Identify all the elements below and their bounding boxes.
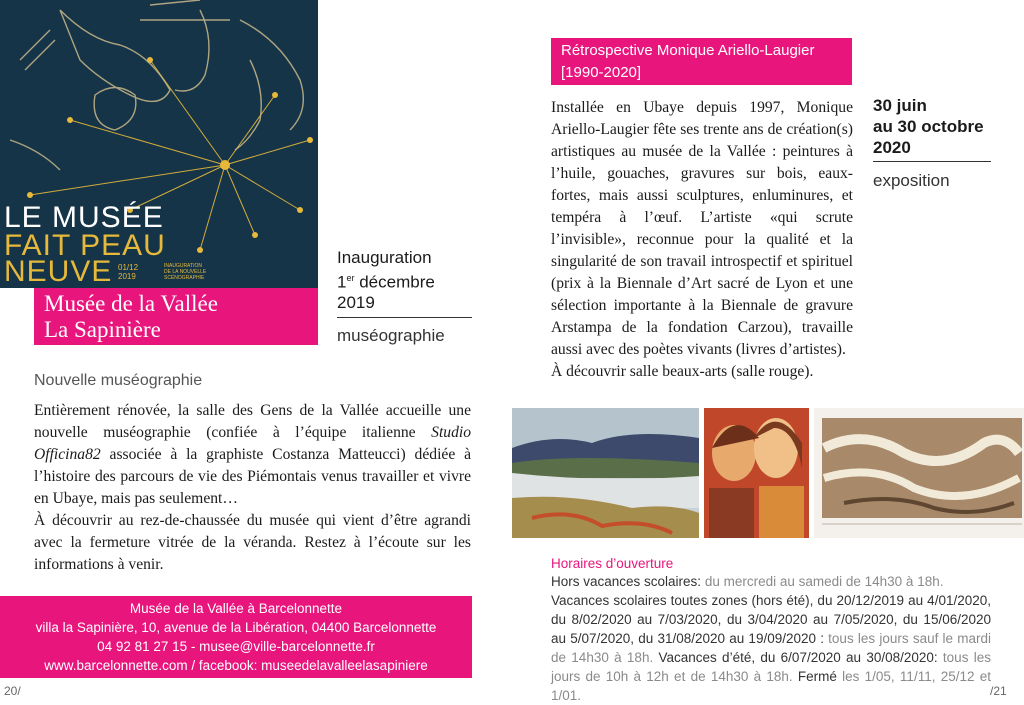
retrospective-paragraph-1: Installée en Ubaye depuis 1997, Monique Ariello-Laugier fête ses trente ans de création(s) artistiques au musée de la Vallée : peintures à l’huile, gouaches, gravures sur bois, eaux-fortes, mais aussi sculptures, enluminures, et tempéra à l’œuf. L’artiste «qui scrute l’invisible», reconnue pour la qualité et la singularité de son travail introspectif et spirituel (prix à la Biennale d’Art sacré de Lyon et une sélection importante à la Biennale de gravure Arstampa de la fondation Carzou), travaille aussi avec des poètes vivants (livres d’artistes). — [551, 99, 853, 358]
hours-closed-dates: les 1/05, 11/11, 25/12 et 1/01. — [551, 669, 991, 703]
museum-name-line-1: Musée de la Vallée — [44, 291, 218, 316]
inauguration-date — [337, 248, 477, 313]
divider — [873, 161, 991, 162]
left-article-paragraph-1 — [34, 400, 471, 510]
hours-value: du mercredi au samedi de 14h30 à 18h. — [701, 574, 944, 589]
divider — [337, 317, 472, 318]
hours-value: tous les jours sauf le mardi de 14h30 à 18h. — [551, 631, 992, 665]
hours-label: Vacances d’été, du 6/07/2020 au 30/08/2020: — [653, 650, 938, 665]
hours-label: Vacances scolaires toutes zones (hors été), du 20/12/2019 au 4/01/2020, du 8/02/2020 au 7/03/2020, du 3/04/2020 au 7/05/2020, du 15/06/2020 au 5/07/2020, du 31/08/2020 au 19/09/2020 : — [551, 593, 991, 646]
hours-label: Hors vacances scolaires: — [551, 574, 702, 589]
contact-banner — [0, 596, 472, 678]
inauguration-day-line — [337, 268, 477, 293]
poster-date: 01/12 2019 — [118, 263, 139, 281]
inauguration-word: Inauguration — [337, 248, 432, 267]
museum-name-banner — [34, 288, 318, 345]
inauguration-month: décembre — [359, 272, 435, 292]
category-label-exposition: exposition — [873, 171, 950, 190]
category-label-museographie: muséographie — [337, 326, 445, 345]
inauguration-day-suffix: er — [346, 273, 355, 283]
inauguration-year: 2019 — [337, 292, 375, 312]
dates-line-3: 2020 — [873, 138, 911, 157]
opening-hours-text — [551, 572, 991, 705]
opening-hours-heading: Horaires d’ouverture — [551, 556, 674, 571]
dates-line-2: au 30 octobre — [873, 117, 984, 136]
retrospective-years: [1990-2020] — [561, 64, 642, 81]
left-article-body — [34, 400, 471, 576]
museum-name-line-2: La Sapinière — [44, 317, 161, 342]
page-number-left: 20/ — [4, 684, 21, 698]
poster-subtitle: INAUGURATION DE LA NOUVELLE SCÉNOGRAPHIE — [164, 263, 207, 281]
contact-phone-email: 04 92 81 27 15 - musee@ville-barcelonnette.fr — [97, 639, 375, 654]
poster-title-line-3: NEUVE — [4, 255, 113, 288]
artwork-engraving — [814, 408, 1024, 538]
studio-name: Studio Officina82 — [34, 424, 471, 463]
poster-title-line-1: LE MUSÉE — [4, 201, 164, 234]
retrospective-paragraph-2: À découvrir salle beaux-arts (salle rouge). — [551, 363, 814, 380]
hours-closed-label: Fermé — [792, 669, 837, 684]
artwork-figures-painting — [704, 408, 809, 538]
contact-address: villa la Sapinière, 10, avenue de la Libération, 04400 Barcelonnette — [35, 620, 437, 635]
page-number-right: /21 — [990, 684, 1007, 698]
left-article-paragraph-2: À découvrir au rez-de-chaussée du musée qui vient d’être agrandi avec la fermeture vitrée de la véranda. Restez à l’écoute sur les informations à venir. — [34, 512, 471, 573]
paragraph-text: Entièrement rénovée, la salle des Gens de la Vallée accueille une nouvelle muséographie (confiée à l’équipe italienne — [34, 402, 471, 441]
dates-line-1: 30 juin — [873, 96, 927, 115]
artwork-landscape-painting — [512, 408, 699, 538]
exhibition-dates — [873, 95, 1003, 158]
paragraph-text: associée à la graphiste Costanza Matteucci) dédiée à l’histoire des parcours de vie des Piémontais venus travailler et vivre en Ubaye, mais pas seulement… — [34, 446, 471, 507]
retrospective-title: Rétrospective Monique Ariello-Laugier — [561, 42, 815, 59]
retrospective-title-banner — [551, 38, 852, 85]
contact-museum-name: Musée de la Vallée à Barcelonnette — [129, 601, 343, 616]
retrospective-body — [551, 97, 853, 383]
hours-line-1 — [551, 572, 991, 591]
contact-website-facebook: www.barcelonnette.com / facebook: museedelavalleelasapiniere — [44, 658, 428, 673]
inauguration-day: 1 — [337, 272, 347, 292]
hours-value: tous les jours de 10h à 12h et de 14h30 à 18h. — [551, 650, 991, 684]
left-article-heading: Nouvelle muséographie — [34, 372, 203, 389]
hours-line-2 — [551, 591, 991, 705]
museum-poster-image — [0, 0, 318, 288]
poster-title-line-2: FAIT PEAU — [4, 229, 166, 262]
